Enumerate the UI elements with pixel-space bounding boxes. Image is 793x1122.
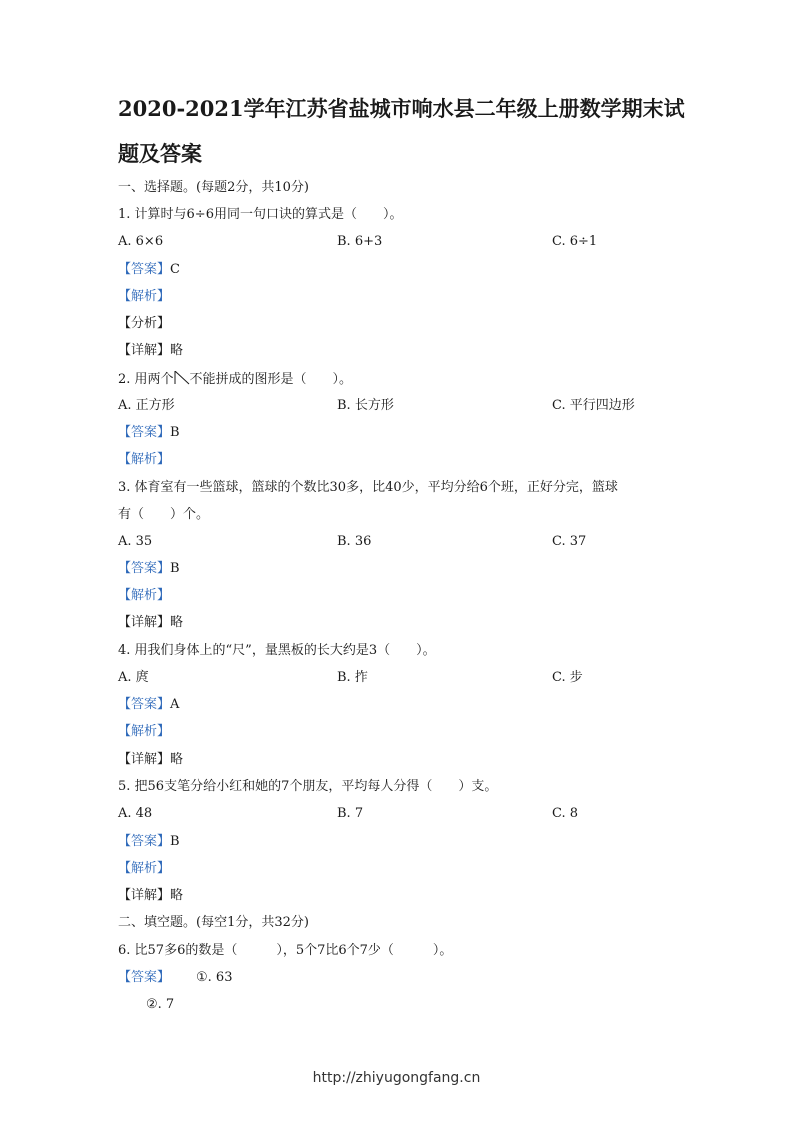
question-4-stem: 4. 用我们身体上的“尺”，量黑板的长大约是3（ ）。	[118, 643, 436, 658]
question-3-option-c: C. 37	[552, 534, 587, 549]
question-2-stem-before: 2. 用两个	[118, 372, 174, 387]
question-6-stem: 6. 比57多6的数是（ ），5个7比6个7少（ ）。	[118, 943, 453, 958]
question-1-stem: 1. 计算时与6÷6用同一句口诀的算式是（ ）。	[118, 207, 403, 222]
answer-value: B	[170, 834, 180, 849]
question-2-option-b: B. 长方形	[337, 398, 394, 413]
question-5-detail	[118, 889, 183, 902]
question-5-option-c: C. 8	[552, 806, 579, 821]
answer-value-1: ①. 63	[196, 970, 233, 985]
detail-value: 略	[170, 343, 184, 358]
section-2-heading: 二、填空题。(每空1分，共32分)	[118, 915, 309, 930]
detail-value: 略	[170, 888, 184, 903]
question-5-answer	[118, 835, 180, 848]
answer-value: A	[170, 697, 180, 712]
question-3-analysis: 【解析】	[118, 588, 171, 603]
detail-value: 略	[170, 752, 184, 767]
question-3-detail	[118, 616, 183, 629]
detail-value: 略	[170, 615, 184, 630]
title-line-2: 题及答案	[118, 141, 202, 166]
question-1-option-a: A. 6×6	[118, 234, 164, 249]
answer-value: C	[170, 262, 180, 277]
question-1-answer	[118, 263, 180, 276]
question-4-option-c: C. 步	[552, 670, 583, 685]
answer-value: B	[170, 561, 180, 576]
section-1-heading: 一、选择题。(每题2分，共10分)	[118, 180, 309, 195]
title-line-1: 2020-2021学年江苏省盐城市响水县二年级上册数学期末试	[118, 96, 685, 121]
triangle-shape-icon	[174, 371, 190, 385]
detail-label: 【详解】	[118, 888, 171, 903]
answer-label: 【答案】	[118, 425, 171, 440]
question-2-option-a: A. 正方形	[118, 398, 175, 413]
answer-value: B	[170, 425, 180, 440]
answer-label: 【答案】	[118, 970, 171, 985]
question-3-option-a: A. 35	[118, 534, 153, 549]
answer-label: 【答案】	[118, 561, 171, 576]
question-5-option-b: B. 7	[337, 806, 364, 821]
question-1-analysis: 【解析】	[118, 289, 171, 304]
question-4-detail	[118, 753, 183, 766]
question-5-option-a: A. 48	[118, 806, 153, 821]
question-1-option-c: C. 6÷1	[552, 234, 598, 249]
detail-label: 【详解】	[118, 615, 171, 630]
question-2-answer	[118, 426, 180, 439]
question-4-option-b: B. 拃	[337, 670, 368, 685]
question-6-answer	[118, 971, 232, 984]
question-3-option-b: B. 36	[337, 534, 372, 549]
question-6-answer-2: ②. 7	[146, 997, 175, 1012]
question-1-option-b: B. 6+3	[337, 234, 383, 249]
question-3-answer	[118, 562, 180, 575]
question-2-stem	[118, 371, 352, 386]
question-4-analysis: 【解析】	[118, 724, 171, 739]
answer-label: 【答案】	[118, 697, 171, 712]
answer-label: 【答案】	[118, 262, 171, 277]
question-2-option-c: C. 平行四边形	[552, 398, 635, 413]
detail-label: 【详解】	[118, 343, 171, 358]
question-5-stem: 5. 把56支笔分给小红和她的7个朋友，平均每人分得（ ）支。	[118, 779, 498, 794]
detail-label: 【详解】	[118, 752, 171, 767]
question-3-stem-line-1: 3. 体育室有一些篮球，篮球的个数比30多，比40少，平均分给6个班，正好分完，篮球	[118, 480, 618, 495]
question-1-fenxi: 【分析】	[118, 316, 171, 331]
question-4-option-a: A. 庹	[118, 670, 149, 685]
question-1-detail	[118, 344, 183, 357]
question-3-stem-line-2: 有（ ）个。	[118, 507, 210, 522]
question-5-analysis: 【解析】	[118, 861, 171, 876]
question-2-stem-after: 不能拼成的图形是（ ）。	[189, 372, 353, 387]
question-4-answer	[118, 698, 179, 711]
footer-url: http://zhiyugongfang.cn	[312, 1070, 481, 1086]
answer-label: 【答案】	[118, 834, 171, 849]
question-2-analysis: 【解析】	[118, 452, 171, 467]
